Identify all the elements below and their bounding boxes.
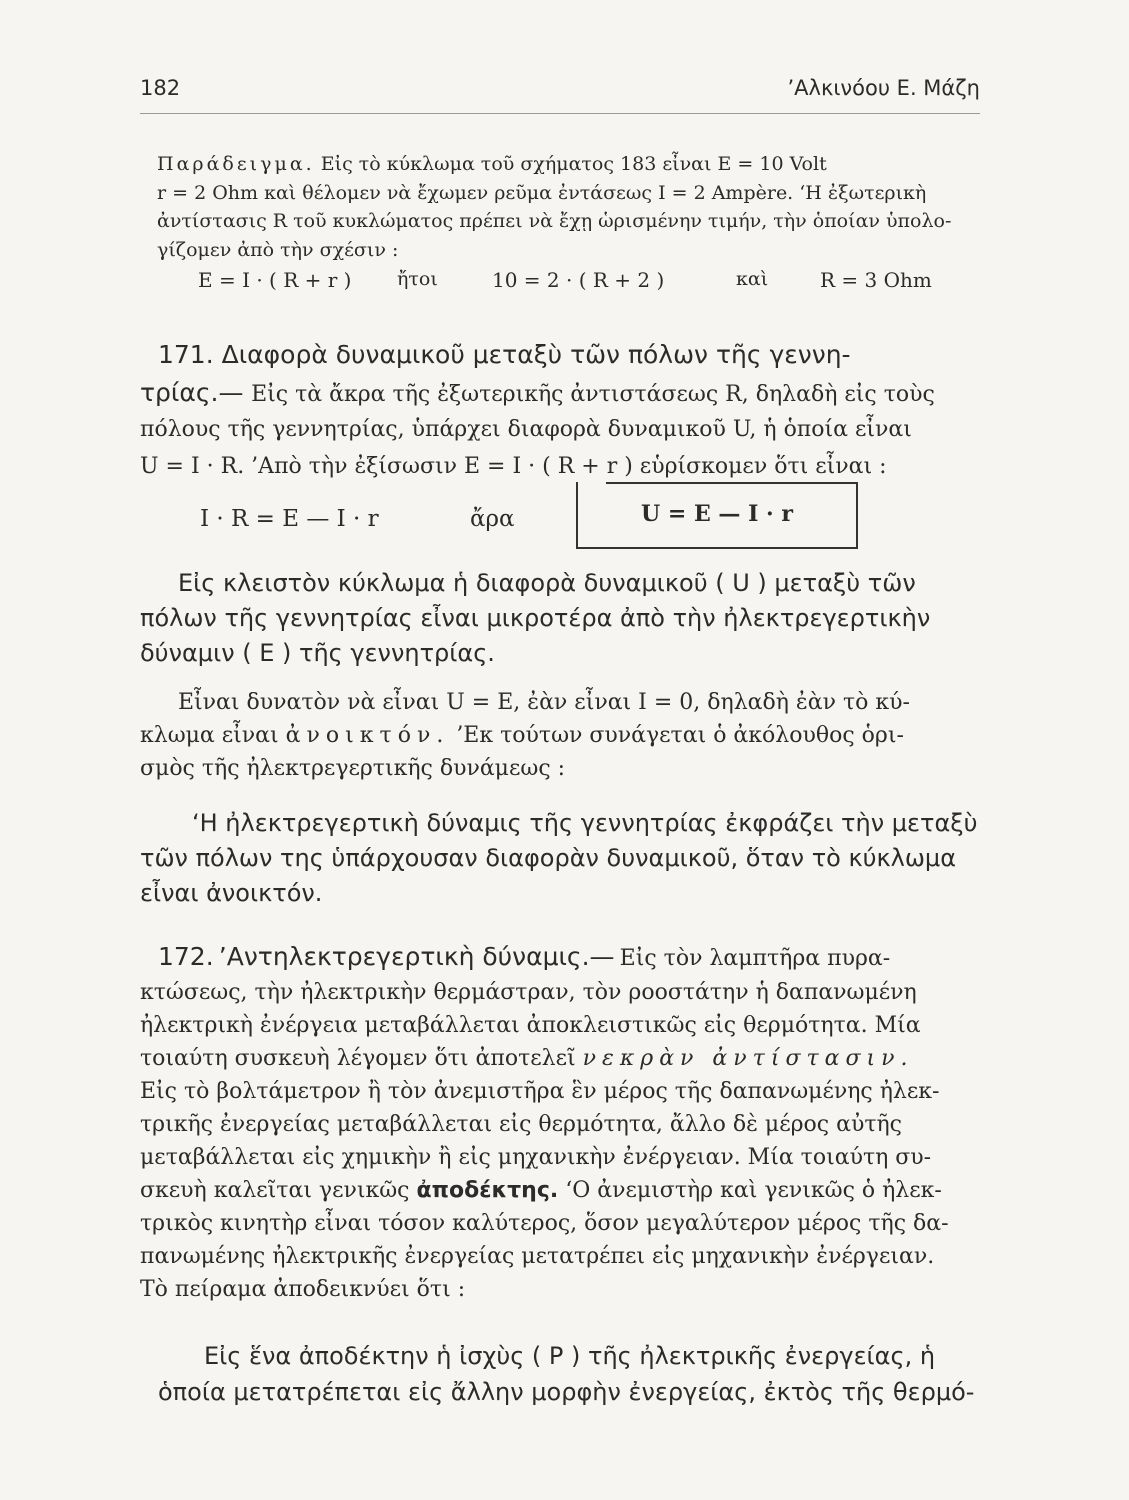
statement-block: [140, 566, 980, 671]
spaced-term: νεκρὰν ἀντίστασιν.: [582, 1046, 914, 1071]
body-text: ’Εκ τούτων συνάγεται ὁ ἀκόλουθος ὁρι-: [456, 723, 904, 748]
section-title-continued: τρίας.—: [140, 378, 244, 407]
section-number: 171.: [158, 340, 214, 369]
body-line: κτώσεως, τὴν ἠλεκτρικὴν θερμάστραν, τὸν ροοστάτην ἡ δαπανωμένη: [140, 980, 917, 1005]
example-eq-part2: 10 = 2 · ( R + 2 ): [492, 268, 665, 292]
example-eq-part1: E = I · ( R + r ): [198, 268, 352, 292]
definition-line: ‘Η ἠλεκτρεγερτικὴ δύναμις τῆς γεννητρίας ἐκφράζει τὴν μεταξὺ: [192, 809, 978, 837]
body-line: Εἶναι δυνατὸν νὰ εἶναι U = E, ἐὰν εἶναι I = 0, δηλαδὴ ἐὰν τὸ κύ-: [178, 690, 910, 715]
body-text: σκευὴ καλεῖται γενικῶς: [140, 1178, 410, 1203]
body-line: πανωμένης ἠλεκτρικῆς ἐνεργείας μετατρέπει εἰς μηχανικὴν ἐνέργειαν.: [140, 1244, 935, 1269]
example-line: γίζομεν ἀπὸ τὴν σχέσιν :: [157, 238, 399, 261]
body-line: ἠλεκτρικὴ ἐνέργεια μεταβάλλεται ἀποκλειστικῶς εἰς θερμότητα. Μία: [140, 1013, 921, 1038]
example-line: Εἰς τὸ κύκλωμα τοῦ σχήματος 183 εἶναι E = 10 Volt: [320, 153, 827, 175]
definition-line: εἶναι ἀνοικτόν.: [140, 879, 323, 907]
section-171: [140, 336, 980, 485]
final-statement: [140, 1338, 980, 1410]
example-line: ἀντίστασις R τοῦ κυκλώματος πρέπει νὰ ἔχῃ ὡρισμένην τιμήν, τὴν ὁποίαν ὑπολο-: [157, 210, 952, 232]
bold-term: ἀποδέκτης.: [416, 1178, 559, 1203]
example-eq-word2: καὶ: [736, 268, 769, 290]
boxed-formula: [576, 482, 858, 549]
example-eq-part3: R = 3 Ohm: [820, 268, 932, 292]
body-text: Εἰς τὸν λαμπτῆρα πυρα-: [619, 946, 891, 971]
body-line: πόλους τῆς γεννητρίας, ὑπάρχει διαφορὰ δυναμικοῦ U, ἡ ὁποία εἶναι: [140, 417, 912, 442]
section-title: Διαφορὰ δυναμικοῦ μεταξὺ τῶν πόλων τῆς γεννη-: [221, 340, 851, 369]
example-paragraph: [157, 150, 957, 264]
formula-word: ἄρα: [470, 506, 515, 532]
section-number: 172.: [158, 942, 214, 971]
header-rule: [140, 113, 980, 114]
final-line: Εἰς ἕνα ἀποδέκτην ἡ ἰσχὺς ( P ) τῆς ἠλεκτρικῆς ἐνεργείας, ἡ: [204, 1342, 936, 1370]
body-line: σμὸς τῆς ἠλεκτρεγερτικῆς δυνάμεως :: [140, 756, 566, 781]
section-title: ’Αντηλεκτρεγερτικὴ δύναμις.—: [218, 942, 615, 971]
running-title-author: ’Αλκινόου Ε. Μάζη: [787, 76, 980, 100]
body-line: U = I · R. ’Απὸ τὴν ἐξίσωσιν E = I · ( R + r ) εὑρίσκομεν ὅτι εἶναι :: [140, 454, 887, 479]
body-line: μεταβάλλεται εἰς χημικὴν ἢ εἰς μηχανικὴν ἐνέργειαν. Μία τοιαύτη συ-: [140, 1145, 932, 1170]
example-label: Παράδειγμα.: [157, 153, 315, 175]
example-eq-word1: ἤτοι: [397, 268, 438, 290]
final-line: ὁποία μετατρέπεται εἰς ἄλλην μορφὴν ἐνεργείας, ἐκτὸς τῆς θερμό-: [158, 1378, 975, 1406]
body-line: Εἰς τὸ βολτάμετρον ἢ τὸν ἀνεμιστῆρα ἓν μέρος τῆς δαπανωμένης ἠλεκ-: [140, 1079, 940, 1104]
body-text: ‘Ο ἀνεμιστὴρ καὶ γενικῶς ὁ ἠλεκ-: [565, 1178, 942, 1203]
statement-line: Εἰς κλειστὸν κύκλωμα ἡ διαφορὰ δυναμικοῦ ( U ) μεταξὺ τῶν: [178, 569, 916, 597]
page-header: [140, 76, 980, 116]
definition-block: [140, 806, 980, 911]
paragraph-2: [140, 686, 980, 785]
statement-line: πόλων τῆς γεννητρίας εἶναι μικροτέρα ἀπὸ τὴν ἠλεκτρεγερτικὴν: [140, 604, 931, 632]
body-line: Τὸ πείραμα ἀποδεικνύει ὅτι :: [140, 1277, 466, 1302]
boxed-formula-text: U = E — I · r: [641, 501, 793, 527]
example-line: r = 2 Ohm καὶ θέλομεν νὰ ἔχωμεν ρεῦμα ἐντάσεως I = 2 Ampère. ‘Η ἐξωτερικὴ: [157, 181, 927, 204]
formula-left: I · R = E — I · r: [200, 506, 379, 532]
body-line: τρικῆς ἐνεργείας μεταβάλλεται εἰς θερμότητα, ἄλλο δὲ μέρος αὐτῆς: [140, 1112, 902, 1137]
body-line: Εἰς τὰ ἄκρα τῆς ἐξωτερικῆς ἀντιστάσεως R, δηλαδὴ εἰς τοὺς: [251, 382, 935, 407]
definition-line: τῶν πόλων της ὑπάρχουσαν διαφορὰν δυναμικοῦ, ὅταν τὸ κύκλωμα: [140, 844, 957, 872]
page-number: 182: [140, 76, 181, 100]
statement-line: δύναμιν ( E ) τῆς γεννητρίας.: [140, 639, 495, 667]
section-172: [140, 938, 980, 1306]
body-line: τρικὸς κινητὴρ εἶναι τόσον καλύτερος, ὅσον μεγαλύτερον μέρος τῆς δα-: [140, 1211, 949, 1236]
spaced-word: ἀνοικτόν.: [285, 723, 450, 748]
body-text: τοιαύτη συσκευὴ λέγομεν ὅτι ἀποτελεῖ: [140, 1046, 576, 1071]
body-text: κλωμα εἶναι: [140, 723, 279, 748]
